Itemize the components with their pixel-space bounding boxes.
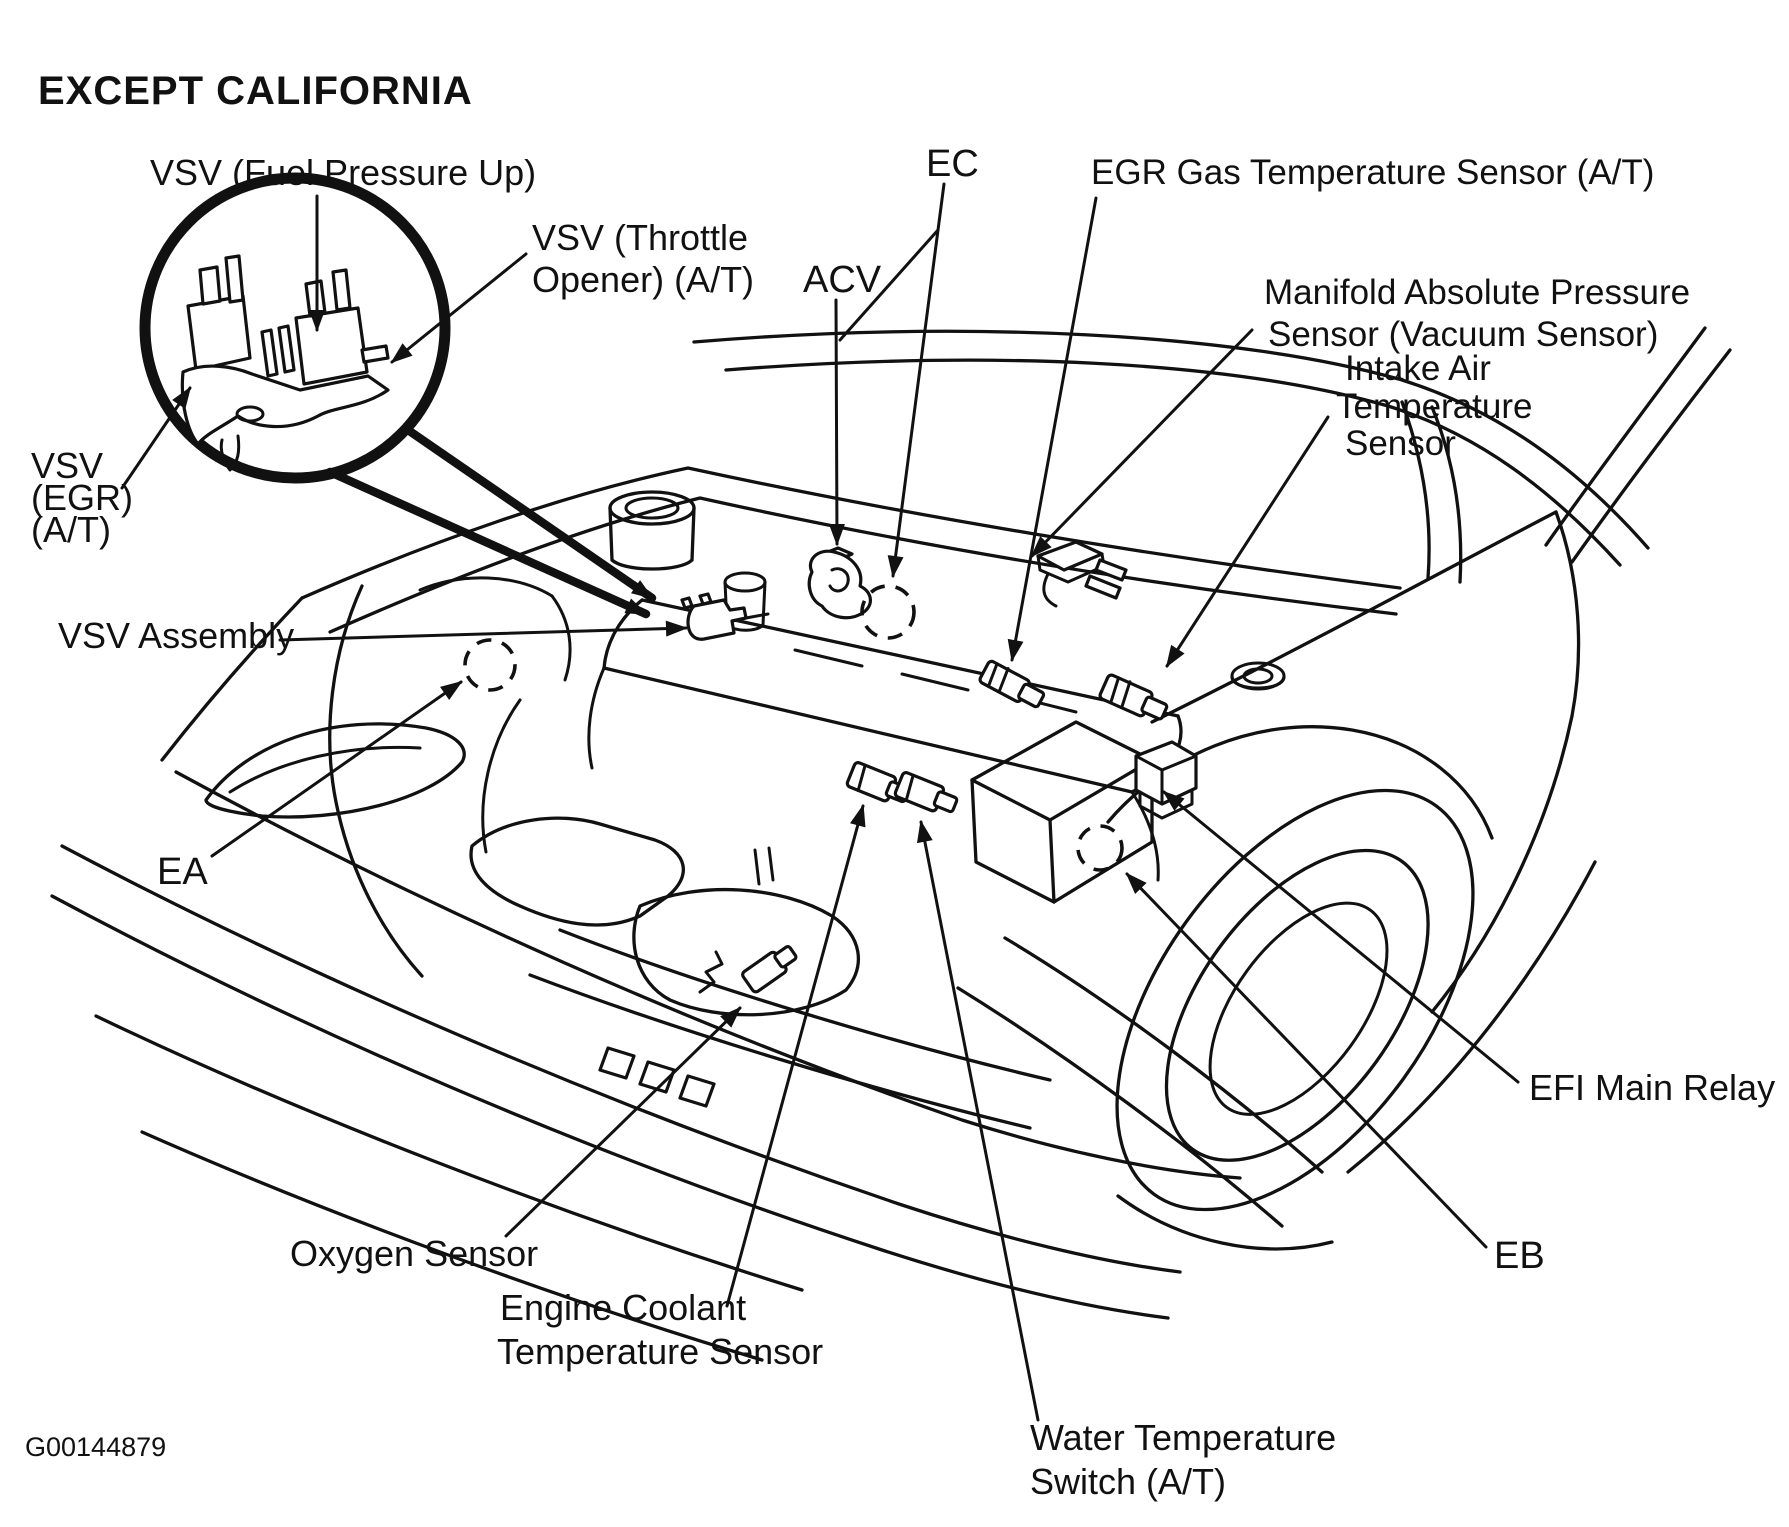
frame-rail-2: [958, 988, 1282, 1226]
leader-egr-gas-temp: [1012, 198, 1096, 660]
label-ec: EC: [926, 143, 979, 185]
injector-3: [680, 1076, 714, 1106]
leader-ea: [212, 682, 461, 856]
label-vsv-egr-line-1: VSV: [31, 445, 104, 486]
inset-valve1-tab-1: [200, 267, 220, 304]
label-efi-main-relay: EFI Main Relay: [1529, 1067, 1776, 1108]
label-eb: EB: [1494, 1235, 1545, 1277]
injector-1: [600, 1048, 634, 1078]
label-oxygen-sensor: Oxygen Sensor: [290, 1233, 539, 1274]
map-prong-2: [1086, 576, 1120, 598]
reservoir-cap-inner: [626, 498, 678, 518]
label-vsv-egr-line-2: (EGR): [31, 477, 133, 518]
inset-valve1-body: [188, 296, 250, 370]
figure-id: G00144879: [25, 1432, 167, 1462]
vsv-assembly-inset-drawing: [182, 256, 388, 470]
leader-vsv-assembly: [280, 628, 686, 640]
label-map-sensor-line-2: Sensor (Vacuum Sensor): [1268, 315, 1659, 354]
inset-prong-2: [279, 326, 294, 372]
plenum-cover: [471, 818, 683, 925]
battery-front-face: [972, 780, 1054, 902]
label-vsv-egr-line-3: (A/T): [31, 509, 111, 550]
engine-lower-curve-2: [589, 668, 604, 768]
map-sensor-part: [1038, 542, 1126, 606]
label-coolant-line-2: Temperature Sensor: [497, 1331, 824, 1372]
valve-cover-slash-1: [795, 650, 862, 666]
label-ea: EA: [157, 851, 208, 893]
inset-pointer-line-2: [330, 472, 646, 614]
right-fender-shoulder: [1152, 512, 1556, 722]
bumper-band-2: [52, 896, 1168, 1318]
page-title: EXCEPT CALIFORNIA: [38, 69, 473, 113]
intake-air-temp-sensor-part: [1099, 673, 1170, 725]
leader-eb: [1127, 874, 1486, 1247]
a-pillar-line: [1546, 328, 1705, 545]
a-pillar-line-2: [1572, 350, 1730, 562]
inset-bracket: [182, 366, 388, 444]
leader-coolant: [727, 806, 863, 1306]
valve-cover-slash-2: [902, 674, 968, 690]
strut-arc-2: [552, 596, 570, 680]
left-inner-fender: [330, 586, 422, 976]
leader-acv: [836, 300, 837, 544]
tick-marks: [755, 848, 773, 884]
vsv-assembly-part: [682, 594, 768, 639]
label-water-switch-line-1: Water Temperature: [1030, 1417, 1337, 1458]
label-vsv-fuel-pressure: VSV (Fuel Pressure Up): [150, 152, 537, 193]
body-lower-right: [1432, 716, 1572, 1012]
inset-valve1-tab-2: [226, 256, 243, 302]
inset-valve2-stub: [362, 346, 388, 362]
callout-circle-ea: [465, 640, 515, 690]
inset-prong-1: [262, 330, 277, 376]
tire-bottom-arc: [1118, 1196, 1332, 1249]
battery-box: [972, 722, 1152, 902]
leader-efi-main-relay: [1164, 792, 1518, 1082]
leader-oxygen: [506, 1008, 740, 1236]
component-parts: [682, 542, 1196, 993]
leader-vsv-throttle: [392, 254, 526, 362]
label-vsv-throttle-line-1: VSV (Throttle: [532, 217, 749, 258]
leader-intake-air: [1167, 417, 1328, 666]
efi-main-relay-part: [1136, 742, 1196, 818]
vsv-part-body: [688, 600, 746, 639]
inset-valve2-nipple-2: [333, 270, 350, 310]
label-water-switch-line-2: Switch (A/T): [1030, 1461, 1227, 1502]
map-prong-1: [1096, 560, 1126, 580]
label-vsv-assembly: VSV Assembly: [58, 615, 295, 656]
label-vsv-throttle-line-2: Opener) (A/T): [532, 259, 755, 300]
frame-rail-1: [1005, 938, 1322, 1172]
vsv-part-nub-1: [700, 594, 711, 604]
leader-water-switch: [921, 822, 1038, 1420]
engine-lower-curve-3: [1132, 792, 1158, 880]
label-intake-air-line-2: Temperature: [1336, 387, 1533, 426]
label-coolant-line-1: Engine Coolant: [500, 1287, 747, 1328]
label-acv: ACV: [803, 259, 882, 301]
water-temp-switch-part: [894, 771, 959, 818]
small-cylinder-cap: [725, 573, 765, 591]
label-map-sensor-line-1: Manifold Absolute Pressure: [1264, 273, 1691, 312]
label-intake-air-line-3: Sensor: [1345, 424, 1456, 463]
terminal-inner: [1244, 669, 1272, 683]
iat-tip: [1141, 696, 1168, 720]
label-intake-air-line-1: Intake Air: [1345, 349, 1491, 388]
inset-valve2-body: [296, 308, 367, 384]
leader-vsv-egr: [122, 388, 190, 488]
label-egr-gas-temp-sensor: EGR Gas Temperature Sensor (A/T): [1091, 153, 1655, 192]
door-edge: [1556, 512, 1579, 716]
map-bracket: [1044, 574, 1056, 606]
vsv-part-nub-2: [682, 598, 692, 608]
